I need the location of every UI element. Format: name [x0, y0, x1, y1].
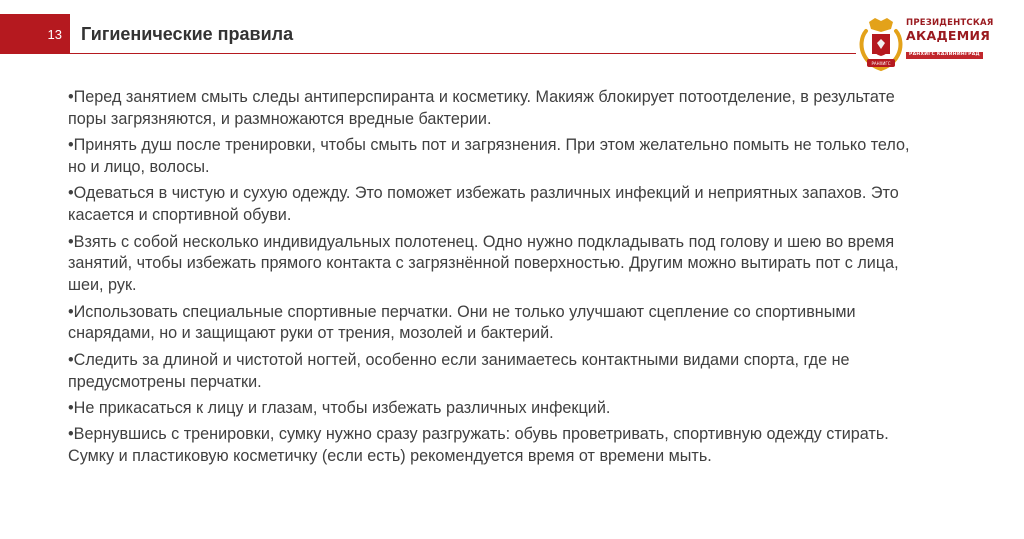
list-item: •Следить за длиной и чистотой ногтей, особенно если занимаетесь контактными видами спорта, где не предусмотрены перчатки.: [68, 350, 850, 391]
list-item: •Перед занятием смыть следы антиперспиранта и косметику. Макияж блокирует потоотделение, в результате поры загрязняются, и размножаются вредные бактерии.: [68, 88, 895, 128]
slide-number-badge: [0, 14, 70, 54]
list-item: •Принять душ после тренировки, чтобы смыть пот и загрязнения. При этом желательно помыть не только тело, но и лицо, волосы.: [68, 136, 910, 176]
header-divider: [70, 53, 856, 54]
list-item: •Использовать специальные спортивные перчатки. Они не только улучшают сцепление со спортивными снарядами, но и защищают руки от трения, мозолей и бактерий.: [68, 302, 856, 343]
logo-wordmark: [906, 19, 994, 59]
logo-line-1: ПРЕЗИДЕНТСКАЯ: [906, 18, 994, 28]
list-item: •Не прикасаться к лицу и глазам, чтобы избежать различных инфекций.: [68, 398, 611, 417]
slide-title: Гигиенические правила: [81, 24, 294, 44]
logo-line-3: РАНХИГС КАЛИНИНГРАД: [906, 52, 983, 59]
logo-line-2: АКАДЕМИЯ: [906, 27, 991, 43]
logo-ribbon-text: РАНХИГС: [871, 61, 891, 66]
academy-emblem-icon: [858, 13, 904, 75]
list-item: •Взять с собой несколько индивидуальных полотенец. Одно нужно подкладывать под голову и шею во время занятий, чтобы избежать прямого контакта с загрязнённой поверхностью. Другим можно вытирать пот с лица, шеи, рук.: [68, 232, 899, 295]
list-item: •Одеваться в чистую и сухую одежду. Это поможет избежать различных инфекций и неприятных запахов. Это касается и спортивной обуви.: [68, 184, 899, 225]
academy-logo: [858, 11, 998, 75]
list-item: •Вернувшись с тренировки, сумку нужно сразу разгружать: обувь проветривать, спортивную одежду стирать. Сумку и пластиковую косметичку (если есть) рекомендуется время от времени мыть.: [68, 425, 889, 466]
rules-list: [68, 87, 928, 473]
slide-number: 13: [47, 26, 62, 42]
